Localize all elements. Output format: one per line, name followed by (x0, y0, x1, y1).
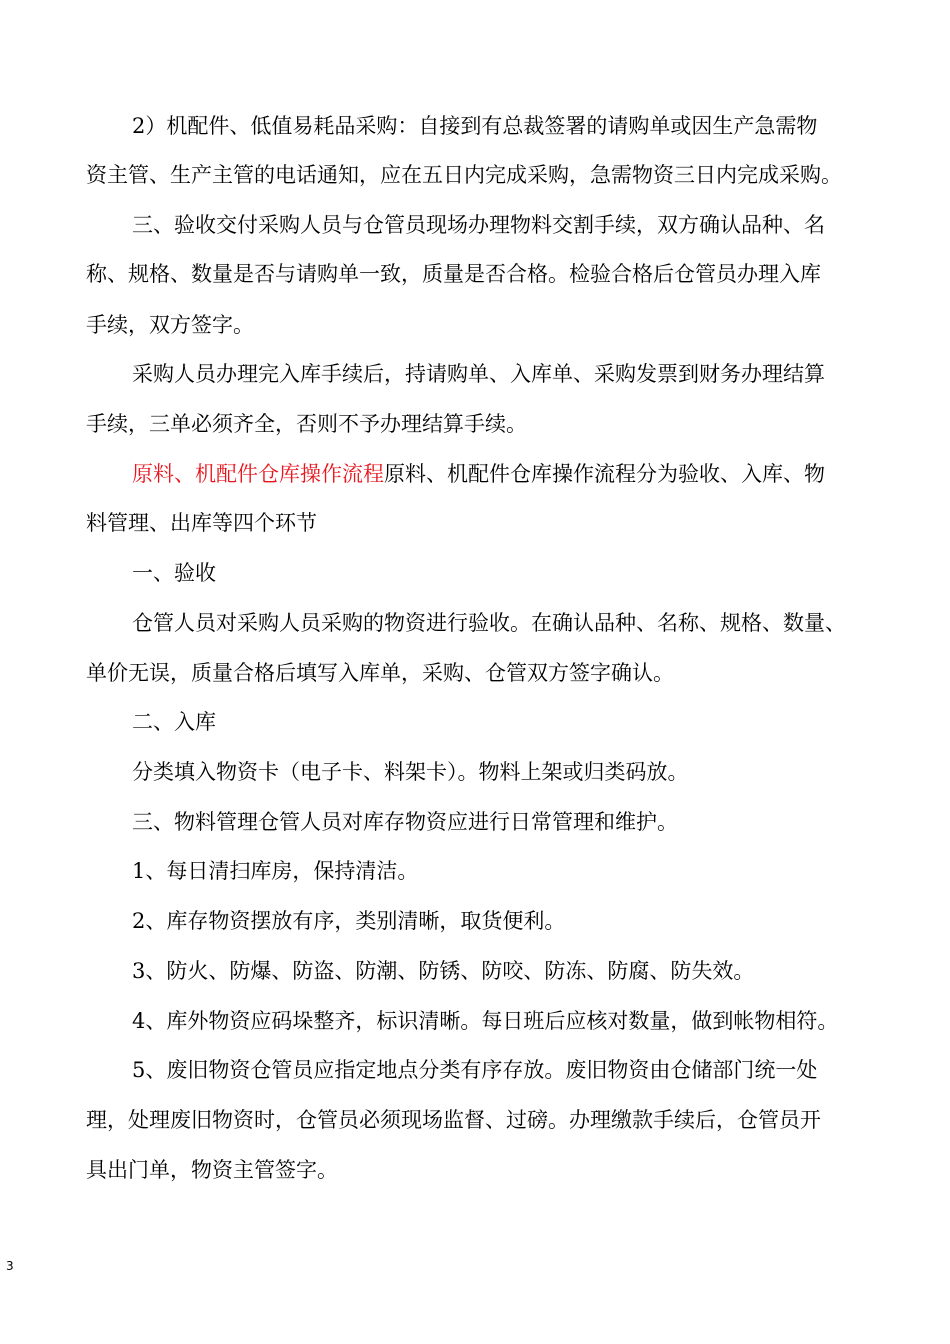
section-heading-red: 原料、机配件仓库操作流程 (132, 462, 384, 486)
paragraph-procurement-line-2: 资主管、生产主管的电话通知，应在五日内完成采购，急需物资三日内完成采购。 (86, 163, 842, 187)
paragraph-settlement-line-1: 采购人员办理完入库手续后，持请购单、入库单、采购发票到财务办理结算 (132, 362, 825, 386)
section-heading-line-2: 料管理、出库等四个环节 (86, 511, 317, 535)
paragraph-acceptance-line-1: 三、验收交付采购人员与仓管员现场办理物料交割手续，双方确认品种、名 (132, 213, 825, 237)
list-item-5-line-2: 理，处理废旧物资时，仓管员必须现场监督、过磅。办理缴款手续后，仓管员开 (86, 1108, 821, 1132)
paragraph-acceptance-line-2: 称、规格、数量是否与请购单一致，质量是否合格。检验合格后仓管员办理入库 (86, 262, 821, 286)
list-item-5-line-1: 5、废旧物资仓管员应指定地点分类有序存放。废旧物资由仓储部门统一处 (132, 1058, 818, 1082)
paragraph-inspection-line-2: 单价无误，质量合格后填写入库单，采购、仓管双方签字确认。 (86, 661, 674, 685)
paragraph-inspection-line-1: 仓管人员对采购人员采购的物资进行验收。在确认品种、名称、规格、数量、 (132, 611, 846, 635)
section-heading-rest: 原料、机配件仓库操作流程分为验收、入库、物 (384, 462, 825, 486)
list-item-2: 2、库存物资摆放有序，类别清晰，取货便利。 (132, 909, 566, 933)
subheading-material-management: 三、物料管理仓管人员对库存物资应进行日常管理和维护。 (132, 810, 678, 834)
subheading-warehousing: 二、入库 (132, 710, 216, 734)
list-item-4: 4、库外物资应码垛整齐，标识清晰。每日班后应核对数量，做到帐物相符。 (132, 1009, 839, 1033)
paragraph-warehousing: 分类填入物资卡（电子卡、料架卡）。物料上架或归类码放。 (132, 760, 689, 784)
list-item-3: 3、防火、防爆、防盗、防潮、防锈、防咬、防冻、防腐、防失效。 (132, 959, 755, 983)
section-heading (132, 460, 825, 488)
paragraph-acceptance-line-3: 手续，双方签字。 (86, 313, 254, 337)
paragraph-settlement-line-2: 手续，三单必须齐全，否则不予办理结算手续。 (86, 412, 527, 436)
page-number: 3 (6, 1259, 14, 1273)
paragraph-procurement-line-1: 2）机配件、低值易耗品采购：自接到有总裁签署的请购单或因生产急需物 (132, 114, 818, 138)
subheading-inspection: 一、验收 (132, 561, 216, 585)
list-item-1: 1、每日清扫库房，保持清洁。 (132, 859, 419, 883)
list-item-5-line-3: 具出门单，物资主管签字。 (86, 1158, 338, 1182)
